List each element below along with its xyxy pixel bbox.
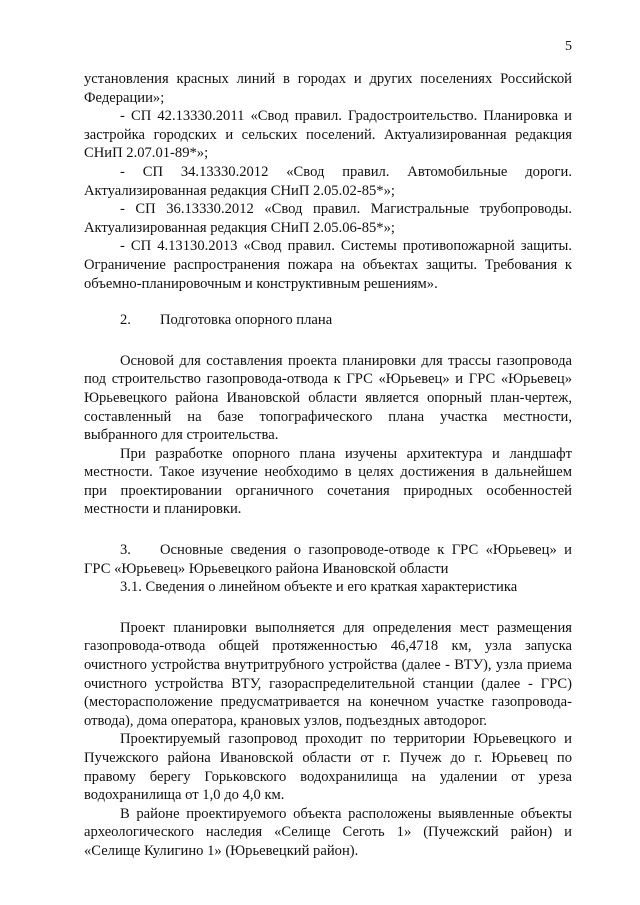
section-3-title: Основные сведения о газопроводе-отводе к ГРС «Юрьевец» и ГРС «Юрьевец» Юрьевецкого района Ивановской области	[84, 542, 572, 577]
spacer	[84, 597, 572, 619]
spacer	[84, 519, 572, 541]
norm-item: - СП 42.13330.2011 «Свод правил. Градостроительство. Планировка и застройка городских и сельских поселений. Актуализированная редакция СНиП 2.07.01-89*»;	[84, 108, 572, 162]
page-number: 5	[565, 39, 572, 54]
section-3-subtitle: 3.1. Сведения о линейном объекте и его краткая характеристика	[120, 579, 518, 596]
norm-item: - СП 34.13330.2012 «Свод правил. Автомобильные дороги. Актуализированная редакция СНиП 2.05.02-85*»;	[84, 163, 572, 199]
section-3-heading	[84, 541, 572, 578]
section-2-number: 2.	[120, 312, 131, 329]
spacer	[84, 293, 572, 311]
intro-continuation: установления красных линий в городах и других поселениях Российской Федерации»;	[84, 71, 572, 106]
section-2-heading	[84, 311, 572, 330]
document-body	[84, 70, 572, 861]
section-2-title: Подготовка опорного плана	[160, 312, 333, 329]
section-3-number: 3.	[120, 542, 131, 559]
spacer	[84, 330, 572, 352]
norm-item: - СП 36.13330.2012 «Свод правил. Магистральные трубопроводы. Актуализированная редакция СНиП 2.05.06-85*»;	[84, 201, 572, 236]
section-3-paragraph: Проект планировки выполняется для определения мест размещения газопровода-отвода общей протяженностью 46,4718 км, узла запуска очистного устройства внутритрубного устройства (далее - ВТУ), узла приема очистного устройства ВТУ, газораспределительной станции (далее - ГРС) (месторасположение предусматривается на конечном участке газопровода-отвода), дома оператора, крановых узлов, подъездных автодорог.	[84, 619, 572, 729]
section-3-paragraph: В районе проектируемого объекта расположены выявленные объекты археологического наследия «Селище Сеготь 1» (Пучежский район) и «Селище Кулигино 1» (Юрьевецкий район).	[84, 805, 572, 859]
section-2-paragraph: Основой для составления проекта планировки для трассы газопровода под строительство газопровода-отвода к ГРС «Юрьевец» и ГРС «Юрьевец» Юрьевецкого района Ивановской области является опорный план-чертеж, составленный на базе топографического плана участка местности, выбранного для строительства.	[84, 352, 572, 444]
section-3-paragraph: Проектируемый газопровод проходит по территории Юрьевецкого и Пучежского района Ивановской области от г. Пучеж до г. Юрьевец по правому берегу Горьковского водохранилища на удалении от уреза водохранилища от 1,0 до 4,0 км.	[84, 731, 572, 804]
section-2-paragraph: При разработке опорного плана изучены архитектура и ландшафт местности. Такое изучение необходимо в целях достижения в дальнейшем при проектировании органичного сочетания природных особенностей местности и планировки.	[84, 445, 572, 518]
norm-item: - СП 4.13130.2013 «Свод правил. Системы противопожарной защиты. Ограничение распространения пожара на объектах защиты. Требования к объемно-планировочным и конструктивным решениям».	[84, 238, 572, 292]
